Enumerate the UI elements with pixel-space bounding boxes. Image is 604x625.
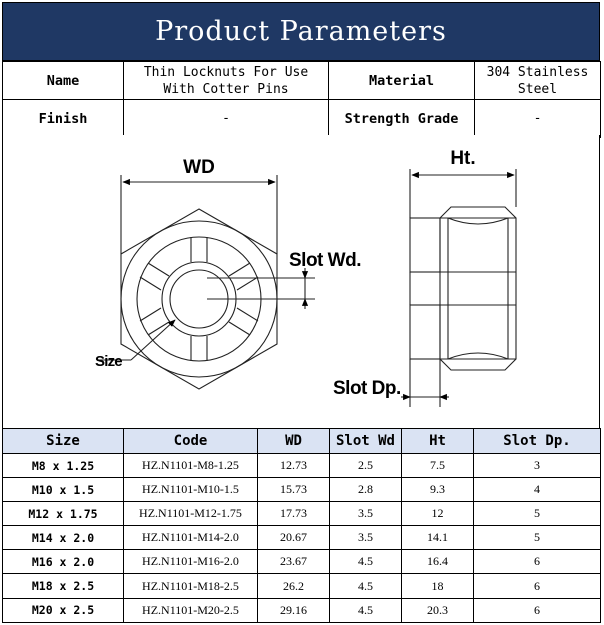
cell-wd: 15.73 xyxy=(258,478,330,502)
cell-code: HZ.N1101-M10-1.5 xyxy=(124,478,258,502)
cell-slot-wd: 2.5 xyxy=(330,454,402,478)
cell-slot-dp: 3 xyxy=(474,454,601,478)
specs-table xyxy=(2,428,601,623)
slot-wd-dimension-label: Slot Wd. xyxy=(289,250,361,271)
cell-slot-wd: 4.5 xyxy=(330,598,402,622)
cell-slot-dp: 6 xyxy=(474,574,601,598)
specs-header-row xyxy=(3,429,601,454)
technical-drawing xyxy=(2,135,600,428)
cell-ht: 20.3 xyxy=(402,598,474,622)
material-value xyxy=(475,62,601,100)
col-header-slot-wd: Slot Wd xyxy=(330,429,402,454)
nut-diagram-svg xyxy=(3,135,598,428)
cell-size: M14 x 2.0 xyxy=(3,526,124,550)
col-header-code: Code xyxy=(124,429,258,454)
cell-size: M12 x 1.75 xyxy=(3,502,124,526)
size-dimension-label: Size xyxy=(95,353,122,370)
cell-code: HZ.N1101-M20-2.5 xyxy=(124,598,258,622)
cell-wd: 20.67 xyxy=(258,526,330,550)
cell-size: M10 x 1.5 xyxy=(3,478,124,502)
cell-slot-dp: 5 xyxy=(474,502,601,526)
cell-code: HZ.N1101-M8-1.25 xyxy=(124,454,258,478)
cell-wd: 29.16 xyxy=(258,598,330,622)
strength-label: Strength Grade xyxy=(329,100,475,138)
table-row xyxy=(3,454,601,478)
cell-code: HZ.N1101-M14-2.0 xyxy=(124,526,258,550)
strength-value: - xyxy=(475,100,601,138)
cell-code: HZ.N1101-M18-2.5 xyxy=(124,574,258,598)
params-table xyxy=(2,61,601,138)
slot-dp-dimension-label: Slot Dp. xyxy=(333,378,401,399)
cell-wd: 23.67 xyxy=(258,550,330,574)
wd-dimension-label: WD xyxy=(183,157,215,178)
cell-slot-dp: 6 xyxy=(474,598,601,622)
cell-code: HZ.N1101-M12-1.75 xyxy=(124,502,258,526)
page-title: Product Parameters xyxy=(2,2,600,61)
cell-code: HZ.N1101-M16-2.0 xyxy=(124,550,258,574)
cell-size: M16 x 2.0 xyxy=(3,550,124,574)
finish-value: - xyxy=(124,100,329,138)
cell-size: M20 x 2.5 xyxy=(3,598,124,622)
cell-ht: 7.5 xyxy=(402,454,474,478)
material-value-line2: Steel xyxy=(517,81,558,97)
cell-slot-wd: 3.5 xyxy=(330,502,402,526)
cell-ht: 14.1 xyxy=(402,526,474,550)
nut-side-view xyxy=(410,207,516,370)
name-value xyxy=(124,62,329,100)
col-header-slot-dp: Slot Dp. xyxy=(474,429,601,454)
material-value-line1: 304 Stainless xyxy=(486,64,589,80)
cell-slot-wd: 4.5 xyxy=(330,550,402,574)
table-row xyxy=(3,502,601,526)
cell-slot-wd: 2.8 xyxy=(330,478,402,502)
cell-ht: 18 xyxy=(402,574,474,598)
cell-size: M8 x 1.25 xyxy=(3,454,124,478)
cell-slot-dp: 5 xyxy=(474,526,601,550)
cell-ht: 9.3 xyxy=(402,478,474,502)
cell-slot-dp: 4 xyxy=(474,478,601,502)
table-row xyxy=(3,526,601,550)
params-row-finish xyxy=(3,100,601,138)
table-row xyxy=(3,550,601,574)
material-label: Material xyxy=(329,62,475,100)
cell-wd: 12.73 xyxy=(258,454,330,478)
cell-wd: 17.73 xyxy=(258,502,330,526)
name-value-line1: Thin Locknuts For Use xyxy=(143,64,309,80)
cell-wd: 26.2 xyxy=(258,574,330,598)
cell-ht: 16.4 xyxy=(402,550,474,574)
col-header-size: Size xyxy=(3,429,124,454)
name-value-line2: With Cotter Pins xyxy=(163,81,289,97)
finish-label: Finish xyxy=(3,100,124,138)
ht-dimension-label: Ht. xyxy=(450,148,476,169)
cell-size: M18 x 2.5 xyxy=(3,574,124,598)
cell-slot-wd: 4.5 xyxy=(330,574,402,598)
table-row xyxy=(3,598,601,622)
cell-slot-dp: 6 xyxy=(474,550,601,574)
table-row xyxy=(3,574,601,598)
cell-slot-wd: 3.5 xyxy=(330,526,402,550)
table-row xyxy=(3,478,601,502)
col-header-ht: Ht xyxy=(402,429,474,454)
name-label: Name xyxy=(3,62,124,100)
cell-ht: 12 xyxy=(402,502,474,526)
col-header-wd: WD xyxy=(258,429,330,454)
params-row-name xyxy=(3,62,601,100)
